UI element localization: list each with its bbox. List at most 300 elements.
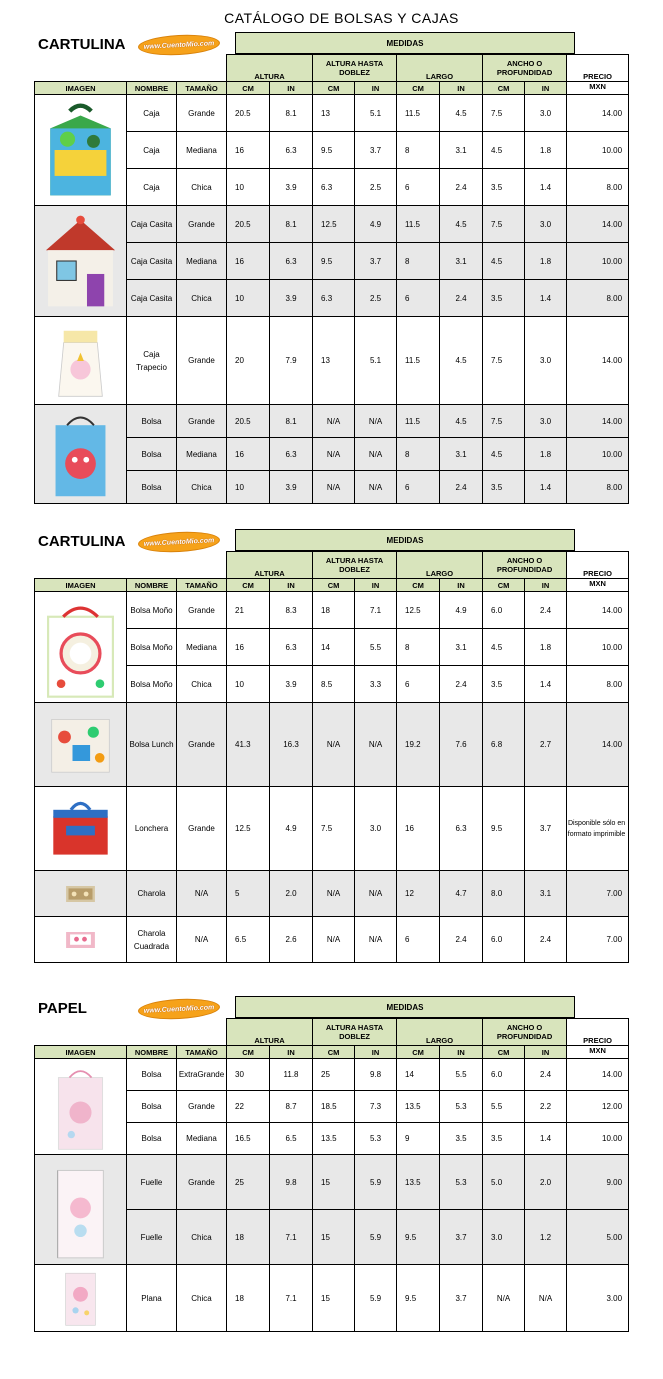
doblez-cm-cell: 13 xyxy=(313,317,355,405)
doblez-cm-cell: 15 xyxy=(313,1155,355,1210)
group-header-ancho: ANCHO O PROFUNDIDAD xyxy=(483,552,567,579)
ancho-in-cell: N/A xyxy=(525,1265,567,1332)
price-cell: 10.00 xyxy=(567,629,629,666)
largo-cm-cell: 6 xyxy=(397,917,440,963)
cm-header: CM xyxy=(227,1046,270,1059)
table-row xyxy=(35,206,629,243)
product-name-cell: Caja xyxy=(127,95,177,132)
doblez-cm-cell: N/A xyxy=(313,405,355,438)
doblez-in-cell: 5.9 xyxy=(355,1210,397,1265)
largo-cm-cell: 13.5 xyxy=(397,1155,440,1210)
largo-in-cell: 3.5 xyxy=(440,1123,483,1155)
section-header xyxy=(34,32,628,54)
catalog-section xyxy=(34,996,628,1332)
price-cell: 8.00 xyxy=(567,169,629,206)
tamano-header: TAMAÑO xyxy=(177,579,227,592)
doblez-in-cell: N/A xyxy=(355,917,397,963)
medidas-header: MEDIDAS xyxy=(235,529,575,551)
product-name-cell: Charola Cuadrada xyxy=(127,917,177,963)
product-name-cell: Bolsa Moño xyxy=(127,629,177,666)
doblez-cm-cell: 9.5 xyxy=(313,132,355,169)
ancho-in-cell: 2.4 xyxy=(525,1059,567,1091)
product-size-cell: Grande xyxy=(177,206,227,243)
product-name-cell: Fuelle xyxy=(127,1210,177,1265)
altura-in-cell: 3.9 xyxy=(270,666,313,703)
ancho-cm-cell: 6.0 xyxy=(483,592,525,629)
bow-bag-image xyxy=(35,592,127,703)
table-row xyxy=(35,787,629,871)
ancho-in-cell: 1.4 xyxy=(525,471,567,504)
altura-in-cell: 3.9 xyxy=(270,280,313,317)
price-cell: 10.00 xyxy=(567,438,629,471)
largo-cm-cell: 6 xyxy=(397,169,440,206)
cm-header: CM xyxy=(313,82,355,95)
largo-cm-cell: 12 xyxy=(397,871,440,917)
doblez-in-cell: 4.9 xyxy=(355,206,397,243)
group-header-altura-doblez: ALTURA HASTA DOBLEZ xyxy=(313,552,397,579)
ancho-cm-cell: 6.8 xyxy=(483,703,525,787)
altura-in-cell: 8.3 xyxy=(270,592,313,629)
product-group xyxy=(35,1059,629,1155)
largo-in-cell: 6.3 xyxy=(440,787,483,871)
doblez-in-cell: 3.7 xyxy=(355,132,397,169)
altura-in-cell: 8.1 xyxy=(270,206,313,243)
group-header-ancho: ANCHO O PROFUNDIDAD xyxy=(483,55,567,82)
price-cell: 9.00 xyxy=(567,1155,629,1210)
product-name-cell: Bolsa xyxy=(127,1091,177,1123)
doblez-in-cell: 2.5 xyxy=(355,280,397,317)
altura-in-cell: 7.9 xyxy=(270,317,313,405)
largo-in-cell: 4.5 xyxy=(440,405,483,438)
price-cell: 14.00 xyxy=(567,405,629,438)
product-name-cell: Bolsa Moño xyxy=(127,592,177,629)
table-row xyxy=(35,1059,629,1091)
ancho-in-cell: 3.7 xyxy=(525,787,567,871)
product-group xyxy=(35,703,629,787)
largo-cm-cell: 19.2 xyxy=(397,703,440,787)
doblez-cm-cell: N/A xyxy=(313,917,355,963)
price-cell: 14.00 xyxy=(567,95,629,132)
precio-header: PRECIO xyxy=(567,552,629,579)
cuentomio-logo xyxy=(138,530,221,554)
price-cell: 7.00 xyxy=(567,871,629,917)
largo-in-cell: 3.7 xyxy=(440,1210,483,1265)
product-group xyxy=(35,1265,629,1332)
largo-cm-cell: 6 xyxy=(397,666,440,703)
largo-in-cell: 5.5 xyxy=(440,1059,483,1091)
product-name-cell: Bolsa xyxy=(127,1059,177,1091)
table-row xyxy=(35,703,629,787)
largo-in-cell: 7.6 xyxy=(440,703,483,787)
ancho-cm-cell: N/A xyxy=(483,1265,525,1332)
doblez-in-cell: 9.8 xyxy=(355,1059,397,1091)
product-size-cell: ExtraGrande xyxy=(177,1059,227,1091)
medidas-header: MEDIDAS xyxy=(235,32,575,54)
page-title: CATÁLOGO DE BOLSAS Y CAJAS xyxy=(224,10,459,26)
ancho-cm-cell: 9.5 xyxy=(483,787,525,871)
group-header-altura-doblez: ALTURA HASTA DOBLEZ xyxy=(313,55,397,82)
altura-cm-cell: 16 xyxy=(227,132,270,169)
cm-header: CM xyxy=(397,1046,440,1059)
altura-cm-cell: 20.5 xyxy=(227,405,270,438)
doblez-in-cell: 5.9 xyxy=(355,1265,397,1332)
altura-cm-cell: 16.5 xyxy=(227,1123,270,1155)
product-size-cell: Chica xyxy=(177,471,227,504)
largo-cm-cell: 11.5 xyxy=(397,317,440,405)
imagen-header: IMAGEN xyxy=(35,579,127,592)
price-cell: 7.00 xyxy=(567,917,629,963)
altura-cm-cell: 5 xyxy=(227,871,270,917)
table-row xyxy=(35,1265,629,1332)
doblez-in-cell: N/A xyxy=(355,438,397,471)
cm-header: CM xyxy=(227,82,270,95)
ancho-in-cell: 1.4 xyxy=(525,1123,567,1155)
ancho-cm-cell: 4.5 xyxy=(483,132,525,169)
doblez-cm-cell: 13 xyxy=(313,95,355,132)
header-spacer xyxy=(35,1019,227,1046)
altura-cm-cell: 30 xyxy=(227,1059,270,1091)
ancho-cm-cell: 3.5 xyxy=(483,1123,525,1155)
largo-in-cell: 3.7 xyxy=(440,1265,483,1332)
product-group xyxy=(35,405,629,504)
largo-in-cell: 2.4 xyxy=(440,471,483,504)
nombre-header: NOMBRE xyxy=(127,1046,177,1059)
product-name-cell: Bolsa xyxy=(127,438,177,471)
price-cell: Disponible sólo en formato imprimible xyxy=(567,787,629,871)
product-size-cell: Chica xyxy=(177,666,227,703)
precio-header: PRECIO xyxy=(567,55,629,82)
altura-in-cell: 6.3 xyxy=(270,629,313,666)
product-size-cell: Grande xyxy=(177,95,227,132)
product-size-cell: Grande xyxy=(177,703,227,787)
largo-cm-cell: 8 xyxy=(397,629,440,666)
ancho-cm-cell: 4.5 xyxy=(483,629,525,666)
price-cell: 10.00 xyxy=(567,132,629,169)
price-cell: 3.00 xyxy=(567,1265,629,1332)
table-row xyxy=(35,871,629,917)
product-size-cell: Mediana xyxy=(177,132,227,169)
nombre-header: NOMBRE xyxy=(127,82,177,95)
largo-in-cell: 4.5 xyxy=(440,95,483,132)
altura-in-cell: 8.1 xyxy=(270,405,313,438)
doblez-cm-cell: N/A xyxy=(313,471,355,504)
doblez-cm-cell: 14 xyxy=(313,629,355,666)
product-group xyxy=(35,592,629,703)
lunch-bag-image xyxy=(35,703,127,787)
altura-in-cell: 3.9 xyxy=(270,471,313,504)
group-header-altura: ALTURA xyxy=(227,1019,313,1046)
section-title: PAPEL xyxy=(38,1000,87,1017)
in-header: IN xyxy=(440,1046,483,1059)
catalog-table xyxy=(34,1018,629,1332)
nombre-header: NOMBRE xyxy=(127,579,177,592)
largo-in-cell: 2.4 xyxy=(440,917,483,963)
product-size-cell: Chica xyxy=(177,1265,227,1332)
largo-in-cell: 2.4 xyxy=(440,666,483,703)
altura-cm-cell: 16 xyxy=(227,629,270,666)
character-bag-image xyxy=(35,405,127,504)
ancho-in-cell: 1.8 xyxy=(525,629,567,666)
altura-in-cell: 3.9 xyxy=(270,169,313,206)
doblez-in-cell: 5.1 xyxy=(355,317,397,405)
product-name-cell: Charola xyxy=(127,871,177,917)
cm-header: CM xyxy=(227,579,270,592)
ancho-cm-cell: 3.0 xyxy=(483,1210,525,1265)
cm-header: CM xyxy=(397,82,440,95)
ancho-cm-cell: 3.5 xyxy=(483,280,525,317)
largo-cm-cell: 12.5 xyxy=(397,592,440,629)
in-header: IN xyxy=(355,82,397,95)
price-cell: 14.00 xyxy=(567,206,629,243)
product-name-cell: Bolsa xyxy=(127,405,177,438)
header-spacer xyxy=(35,552,227,579)
in-header: IN xyxy=(525,1046,567,1059)
product-group xyxy=(35,95,629,206)
cm-header: CM xyxy=(313,1046,355,1059)
doblez-in-cell: 3.7 xyxy=(355,243,397,280)
doblez-in-cell: 5.9 xyxy=(355,1155,397,1210)
cm-header: CM xyxy=(483,82,525,95)
doblez-in-cell: 5.1 xyxy=(355,95,397,132)
product-name-cell: Caja Casita xyxy=(127,243,177,280)
table-row xyxy=(35,317,629,405)
in-header: IN xyxy=(440,579,483,592)
ancho-in-cell: 3.0 xyxy=(525,405,567,438)
price-cell: 14.00 xyxy=(567,592,629,629)
largo-cm-cell: 9 xyxy=(397,1123,440,1155)
largo-cm-cell: 8 xyxy=(397,438,440,471)
altura-in-cell: 7.1 xyxy=(270,1265,313,1332)
largo-in-cell: 5.3 xyxy=(440,1091,483,1123)
ancho-in-cell: 1.4 xyxy=(525,169,567,206)
ancho-cm-cell: 4.5 xyxy=(483,243,525,280)
cuentomio-logo xyxy=(138,997,221,1021)
product-group xyxy=(35,917,629,963)
altura-cm-cell: 6.5 xyxy=(227,917,270,963)
house-box-image xyxy=(35,206,127,317)
largo-in-cell: 4.5 xyxy=(440,206,483,243)
doblez-cm-cell: 15 xyxy=(313,1210,355,1265)
largo-cm-cell: 13.5 xyxy=(397,1091,440,1123)
largo-in-cell: 3.1 xyxy=(440,629,483,666)
product-size-cell: Mediana xyxy=(177,438,227,471)
doblez-in-cell: 5.5 xyxy=(355,629,397,666)
ancho-cm-cell: 6.0 xyxy=(483,1059,525,1091)
square-tray-image xyxy=(35,917,127,963)
flat-bag-image xyxy=(35,1265,127,1332)
table-row xyxy=(35,1155,629,1210)
altura-cm-cell: 22 xyxy=(227,1091,270,1123)
largo-in-cell: 4.9 xyxy=(440,592,483,629)
price-cell: 14.00 xyxy=(567,703,629,787)
medidas-header: MEDIDAS xyxy=(235,996,575,1018)
doblez-cm-cell: 18 xyxy=(313,592,355,629)
precio-header: PRECIO xyxy=(567,1019,629,1046)
largo-in-cell: 4.7 xyxy=(440,871,483,917)
gusset-bag-image xyxy=(35,1155,127,1265)
doblez-cm-cell: N/A xyxy=(313,703,355,787)
largo-in-cell: 5.3 xyxy=(440,1155,483,1210)
price-cell: 14.00 xyxy=(567,1059,629,1091)
ancho-cm-cell: 7.5 xyxy=(483,317,525,405)
largo-cm-cell: 11.5 xyxy=(397,206,440,243)
product-size-cell: Mediana xyxy=(177,243,227,280)
product-size-cell: Grande xyxy=(177,405,227,438)
in-header: IN xyxy=(525,82,567,95)
price-cell: 12.00 xyxy=(567,1091,629,1123)
altura-cm-cell: 20 xyxy=(227,317,270,405)
doblez-in-cell: 5.3 xyxy=(355,1123,397,1155)
ancho-cm-cell: 7.5 xyxy=(483,206,525,243)
price-cell: 14.00 xyxy=(567,317,629,405)
doblez-in-cell: N/A xyxy=(355,405,397,438)
doblez-cm-cell: 12.5 xyxy=(313,206,355,243)
largo-cm-cell: 9.5 xyxy=(397,1265,440,1332)
product-name-cell: Lonchera xyxy=(127,787,177,871)
ancho-in-cell: 2.4 xyxy=(525,917,567,963)
largo-cm-cell: 16 xyxy=(397,787,440,871)
ancho-in-cell: 2.0 xyxy=(525,1155,567,1210)
product-name-cell: Bolsa Lunch xyxy=(127,703,177,787)
altura-in-cell: 8.7 xyxy=(270,1091,313,1123)
product-size-cell: Grande xyxy=(177,1091,227,1123)
group-header-largo: LARGO xyxy=(397,552,483,579)
tamano-header: TAMAÑO xyxy=(177,1046,227,1059)
ancho-in-cell: 1.8 xyxy=(525,438,567,471)
doblez-in-cell: N/A xyxy=(355,703,397,787)
largo-cm-cell: 6 xyxy=(397,471,440,504)
ancho-in-cell: 3.0 xyxy=(525,317,567,405)
ancho-in-cell: 1.4 xyxy=(525,280,567,317)
in-header: IN xyxy=(355,579,397,592)
imagen-header: IMAGEN xyxy=(35,82,127,95)
altura-cm-cell: 10 xyxy=(227,169,270,206)
product-name-cell: Caja Casita xyxy=(127,280,177,317)
imagen-header: IMAGEN xyxy=(35,1046,127,1059)
doblez-cm-cell: N/A xyxy=(313,438,355,471)
product-name-cell: Caja Trapecio xyxy=(127,317,177,405)
product-name-cell: Fuelle xyxy=(127,1155,177,1210)
product-size-cell: Grande xyxy=(177,1155,227,1210)
altura-cm-cell: 12.5 xyxy=(227,787,270,871)
altura-in-cell: 6.3 xyxy=(270,243,313,280)
doblez-in-cell: 3.0 xyxy=(355,787,397,871)
cm-header: CM xyxy=(313,579,355,592)
product-size-cell: Chica xyxy=(177,169,227,206)
in-header: IN xyxy=(270,579,313,592)
doblez-cm-cell: 9.5 xyxy=(313,243,355,280)
tray-image xyxy=(35,871,127,917)
price-cell: 5.00 xyxy=(567,1210,629,1265)
ancho-cm-cell: 6.0 xyxy=(483,917,525,963)
product-group xyxy=(35,787,629,871)
price-cell: 10.00 xyxy=(567,1123,629,1155)
product-size-cell: Chica xyxy=(177,1210,227,1265)
mxn-header: MXN xyxy=(567,1046,629,1059)
ancho-in-cell: 1.8 xyxy=(525,132,567,169)
product-size-cell: Mediana xyxy=(177,1123,227,1155)
altura-cm-cell: 18 xyxy=(227,1210,270,1265)
doblez-cm-cell: 18.5 xyxy=(313,1091,355,1123)
catalog-section xyxy=(34,529,628,963)
header-spacer xyxy=(35,55,227,82)
product-name-cell: Bolsa xyxy=(127,471,177,504)
altura-cm-cell: 18 xyxy=(227,1265,270,1332)
largo-in-cell: 3.1 xyxy=(440,132,483,169)
largo-in-cell: 2.4 xyxy=(440,280,483,317)
product-name-cell: Plana xyxy=(127,1265,177,1332)
doblez-in-cell: 7.3 xyxy=(355,1091,397,1123)
catalog-table xyxy=(34,54,629,504)
catalog-table xyxy=(34,551,629,963)
price-cell: 8.00 xyxy=(567,471,629,504)
largo-cm-cell: 9.5 xyxy=(397,1210,440,1265)
altura-in-cell: 6.5 xyxy=(270,1123,313,1155)
ancho-in-cell: 2.2 xyxy=(525,1091,567,1123)
section-header xyxy=(34,529,628,551)
product-size-cell: Grande xyxy=(177,317,227,405)
cuentomio-logo xyxy=(138,33,221,57)
ancho-in-cell: 3.1 xyxy=(525,871,567,917)
product-size-cell: Grande xyxy=(177,592,227,629)
ancho-in-cell: 2.7 xyxy=(525,703,567,787)
ancho-in-cell: 1.2 xyxy=(525,1210,567,1265)
doblez-in-cell: 2.5 xyxy=(355,169,397,206)
altura-cm-cell: 10 xyxy=(227,280,270,317)
product-group xyxy=(35,317,629,405)
group-header-altura: ALTURA xyxy=(227,552,313,579)
doblez-in-cell: N/A xyxy=(355,871,397,917)
product-name-cell: Caja xyxy=(127,169,177,206)
altura-cm-cell: 41.3 xyxy=(227,703,270,787)
doblez-cm-cell: 8.5 xyxy=(313,666,355,703)
price-cell: 8.00 xyxy=(567,280,629,317)
product-group xyxy=(35,1155,629,1265)
product-size-cell: Chica xyxy=(177,280,227,317)
catalog-section xyxy=(34,32,628,504)
ancho-in-cell: 3.0 xyxy=(525,206,567,243)
altura-in-cell: 6.3 xyxy=(270,438,313,471)
paper-bag-image xyxy=(35,1059,127,1155)
altura-in-cell: 16.3 xyxy=(270,703,313,787)
product-group xyxy=(35,206,629,317)
ancho-in-cell: 1.8 xyxy=(525,243,567,280)
ancho-in-cell: 3.0 xyxy=(525,95,567,132)
largo-cm-cell: 8 xyxy=(397,243,440,280)
product-size-cell: Mediana xyxy=(177,629,227,666)
altura-cm-cell: 20.5 xyxy=(227,206,270,243)
altura-cm-cell: 10 xyxy=(227,471,270,504)
product-name-cell: Caja Casita xyxy=(127,206,177,243)
in-header: IN xyxy=(270,1046,313,1059)
cm-header: CM xyxy=(483,579,525,592)
in-header: IN xyxy=(355,1046,397,1059)
cm-header: CM xyxy=(397,579,440,592)
ancho-in-cell: 1.4 xyxy=(525,666,567,703)
unicorn-trapeze-box-image xyxy=(35,317,127,405)
table-row xyxy=(35,405,629,438)
product-name-cell: Caja xyxy=(127,132,177,169)
doblez-cm-cell: 13.5 xyxy=(313,1123,355,1155)
plants-zombies-box-image xyxy=(35,95,127,206)
altura-in-cell: 2.0 xyxy=(270,871,313,917)
group-header-ancho: ANCHO O PROFUNDIDAD xyxy=(483,1019,567,1046)
largo-in-cell: 3.1 xyxy=(440,438,483,471)
altura-cm-cell: 10 xyxy=(227,666,270,703)
logo-text: www.CuentoMio.com xyxy=(143,536,215,548)
doblez-in-cell: 3.3 xyxy=(355,666,397,703)
altura-in-cell: 4.9 xyxy=(270,787,313,871)
